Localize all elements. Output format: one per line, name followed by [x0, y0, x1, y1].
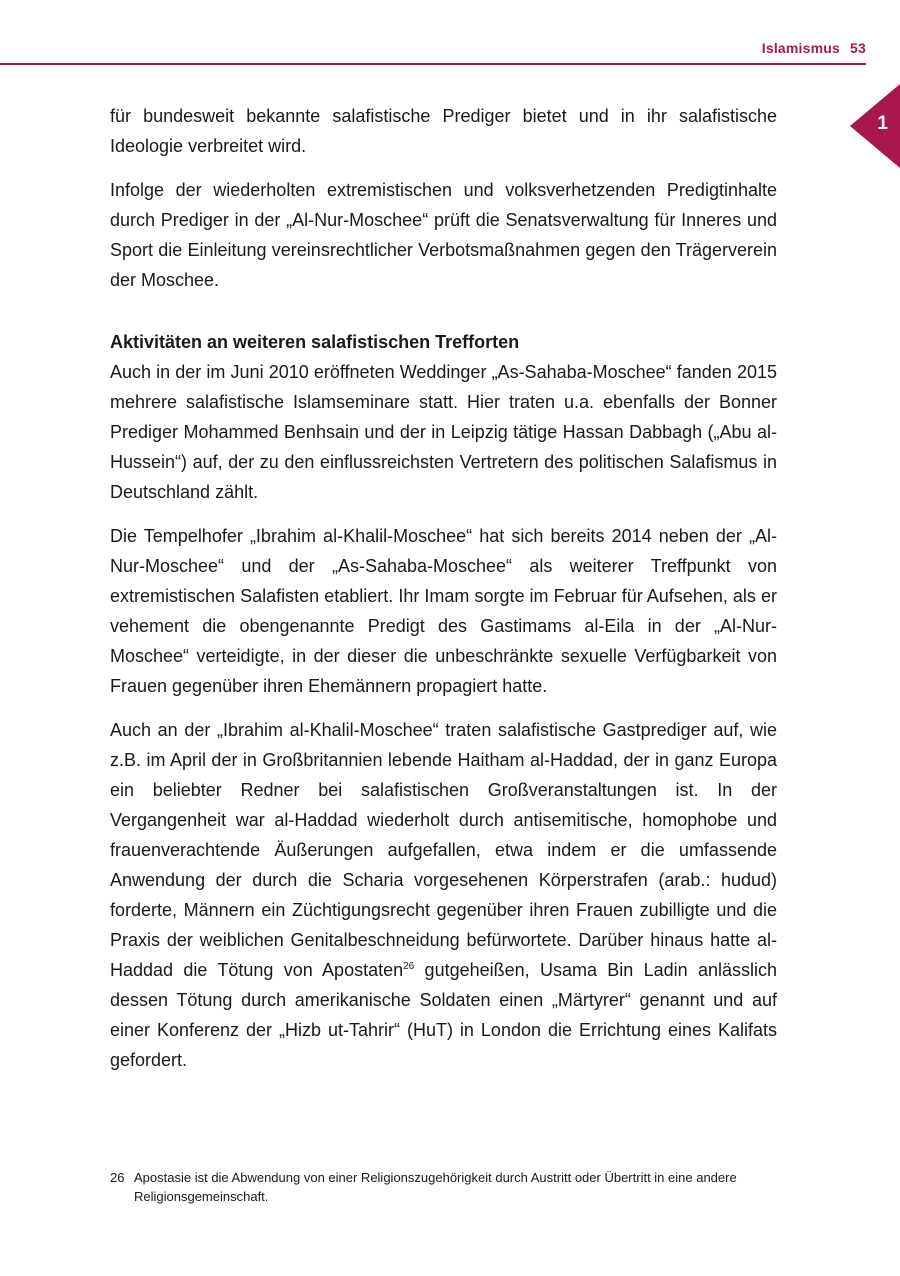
paragraph-4: Die Tempelhofer „Ibrahim al-Khalil-Moschee“ hat sich bereits 2014 neben der „Al-Nur-Moschee“ und der „As-Sahaba-Moschee“ als weiterer Treffpunkt von extremistischen Salafisten etabliert. Ihr Imam sorgte im Februar für Aufsehen, als er vehement die obengenannte Predigt des Gastimams al-Eila in der „Al-Nur-Moschee“ verteidigte, in der dieser die unbeschränkte sexuelle Verfügbarkeit von Frauen gegenüber ihren Ehemännern propagiert hatte. — [110, 526, 777, 696]
header-rule — [0, 63, 866, 65]
footnote-text: Apostasie ist die Abwendung von einer Religionszugehörigkeit durch Austritt oder Übertritt in eine andere Religionsgemeinschaft. — [134, 1170, 737, 1204]
footnote-number: 26 — [110, 1170, 125, 1185]
paragraph-3: Auch in der im Juni 2010 eröffneten Weddinger „As-Sahaba-Moschee“ fanden 2015 mehrere salafistische Islamseminare statt. Hier traten u.a. ebenfalls der Bonner Prediger Mohammed Benhsain und der in Leipzig tätige Hassan Dabbagh („Abu al-Hussein“) auf, der zu den einflussreichsten Vertretern des politischen Salafismus in Deutschland zählt. — [110, 362, 777, 502]
chapter-number: 1 — [877, 113, 888, 134]
chapter-tab — [850, 84, 900, 168]
body-text — [110, 101, 777, 1089]
footnote — [110, 1168, 777, 1206]
paragraph-5 — [110, 715, 777, 1075]
paragraph-5-text-a: Auch an der „Ibrahim al-Khalil-Moschee“ traten salafistische Gastprediger auf, wie z.B. im April der in Großbritannien lebende Haitham al-Haddad, der in ganz Europa ein beliebter Redner bei salafistischen Großveranstaltungen ist. In der Vergangenheit war al-Haddad wiederholt durch antisemitische, homophobe und frauenverachtende Äußerungen aufgefallen, etwa indem er die umfassende Anwendung der durch die Scharia vorgesehenen Körperstrafen (arab.: hudud) forderte, Männern ein Züchtigungsrecht gegenüber ihren Frauen zubilligte und die Praxis der weiblichen Genitalbeschneidung befürwortete. Darüber hinaus hatte al-Haddad die Tötung von Apostaten — [110, 720, 777, 980]
paragraph-2: Infolge der wiederholten extremistischen und volksverhetzenden Predigtinhalte durch Prediger in der „Al-Nur-Moschee“ prüft die Senatsverwaltung für Inneres und Sport die Einleitung vereinsrechtlicher Verbotsmaßnahmen gegen den Trägerverein der Moschee. — [110, 180, 777, 290]
section-heading: Aktivitäten an weiteren salafistischen Trefforten — [110, 332, 520, 352]
paragraph-5-text-b: gutgeheißen, Usama Bin Ladin anlässlich dessen Tötung durch amerikanische Soldaten einen „Märtyrer“ genannt und auf einer Konferenz der „Hizb ut-Tahrir“ (HuT) in London die Errichtung eines Kalifats gefordert. — [110, 960, 777, 1070]
page-number: 53 — [850, 40, 866, 56]
chapter-tab-shape — [850, 84, 900, 168]
section-title: Islamismus — [761, 40, 841, 56]
paragraph-1: für bundesweit bekannte salafistische Prediger bietet und in ihr salafistische Ideologie verbreitet wird. — [110, 106, 777, 156]
running-head — [762, 40, 866, 56]
footnote-reference: 26 — [403, 961, 415, 972]
